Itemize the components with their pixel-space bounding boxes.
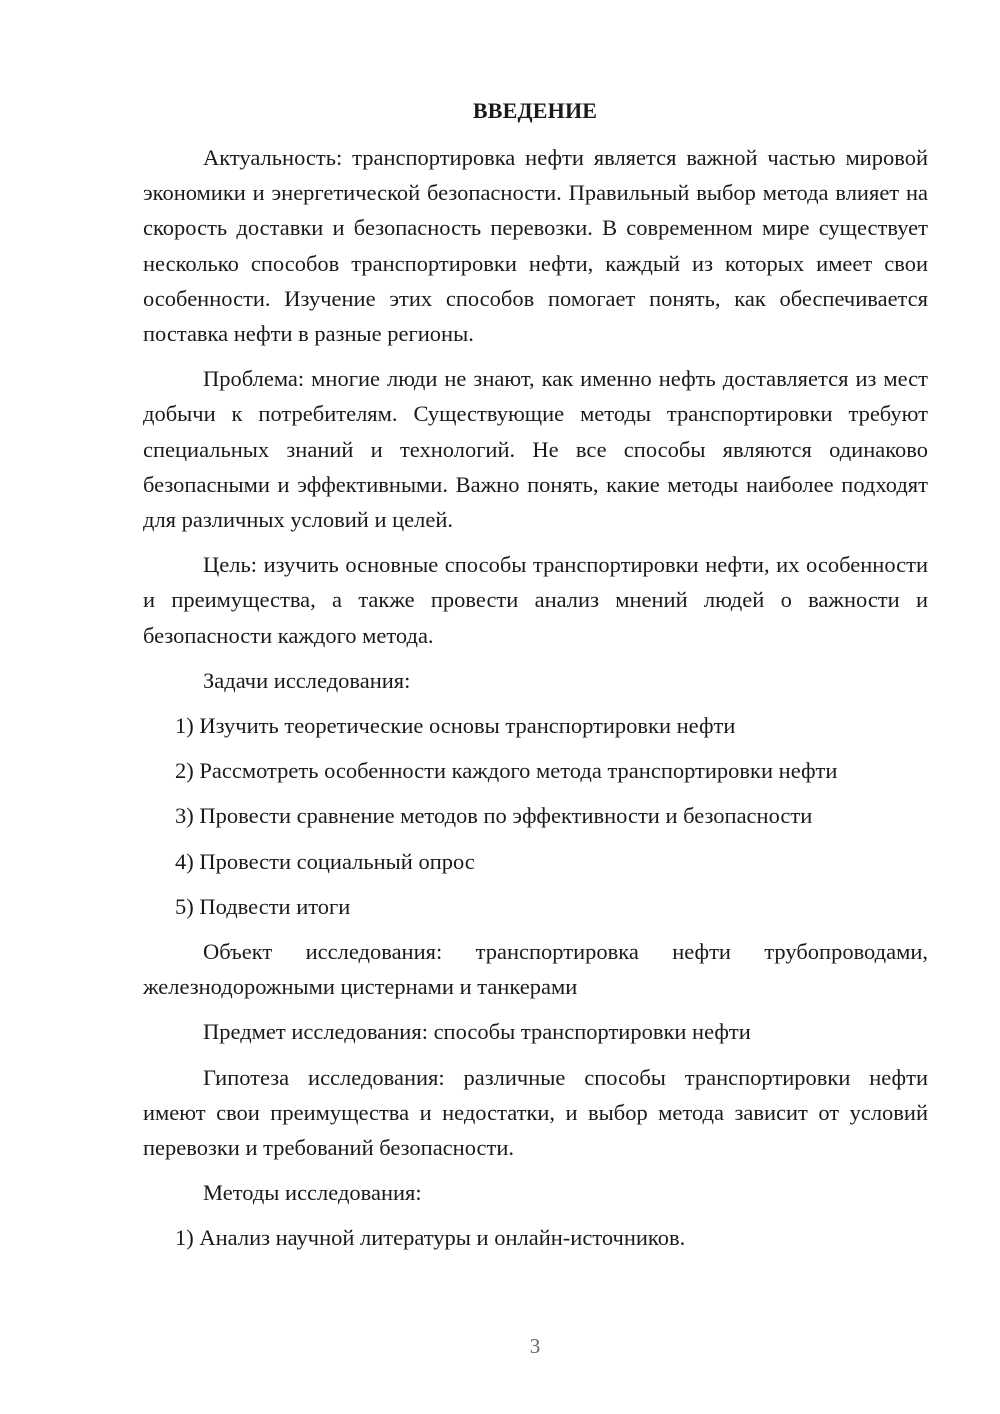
tasks-heading: Задачи исследования: (203, 667, 411, 693)
object-paragraph: Объект исследования: транспортировка нефти трубопроводами, железнодорожными цистернами и танкерами (143, 939, 928, 1000)
methods-heading: Методы исследования: (203, 1180, 422, 1206)
subject-paragraph: Предмет исследования: способы транспортировки нефти (203, 1019, 751, 1045)
page-title: ВВЕДЕНИЕ (472, 98, 598, 123)
list-item: 5) Подвести итоги (175, 893, 351, 919)
tasks-list (143, 708, 928, 924)
relevance-paragraph: Актуальность: транспортировка нефти является важной частью мировой экономики и энергетической безопасности. Правильный выбор метода влияет на скорость доставки и безопасность перевозки. В современном мире существует несколько способов транспортировки нефти, каждый из которых имеет свои особенности. Изучение этих способов помогает понять, как обеспечивается поставка нефти в разные регионы. (143, 145, 928, 347)
list-item: 4) Провести социальный опрос (175, 848, 475, 874)
document-body (143, 140, 928, 1256)
hypothesis-paragraph: Гипотеза исследования: различные способы транспортировки нефти имеют свои преимущества и недостатки, и выбор метода зависит от условий перевозки и требований безопасности. (143, 1064, 928, 1161)
list-item: 1) Изучить теоретические основы транспортировки нефти (175, 713, 736, 739)
list-item: 3) Провести сравнение методов по эффективности и безопасности (175, 803, 813, 829)
list-item: 1) Анализ научной литературы и онлайн-источников. (175, 1225, 686, 1251)
goal-paragraph: Цель: изучить основные способы транспортировки нефти, их особенности и преимущества, а также провести анализ мнений людей о важности и безопасности каждого метода. (143, 552, 928, 648)
problem-paragraph: Проблема: многие люди не знают, как именно нефть доставляется из мест добычи к потребителям. Существующие методы транспортировки требуют специальных знаний и технологий. Не все способы являются одинаково безопасными и эффективными. Важно понять, какие методы наиболее подходят для различных условий и целей. (143, 366, 928, 533)
methods-list (143, 1220, 928, 1255)
list-item: 2) Рассмотреть особенности каждого метода транспортировки нефти (175, 758, 838, 784)
page-number: 3 (529, 1334, 541, 1358)
